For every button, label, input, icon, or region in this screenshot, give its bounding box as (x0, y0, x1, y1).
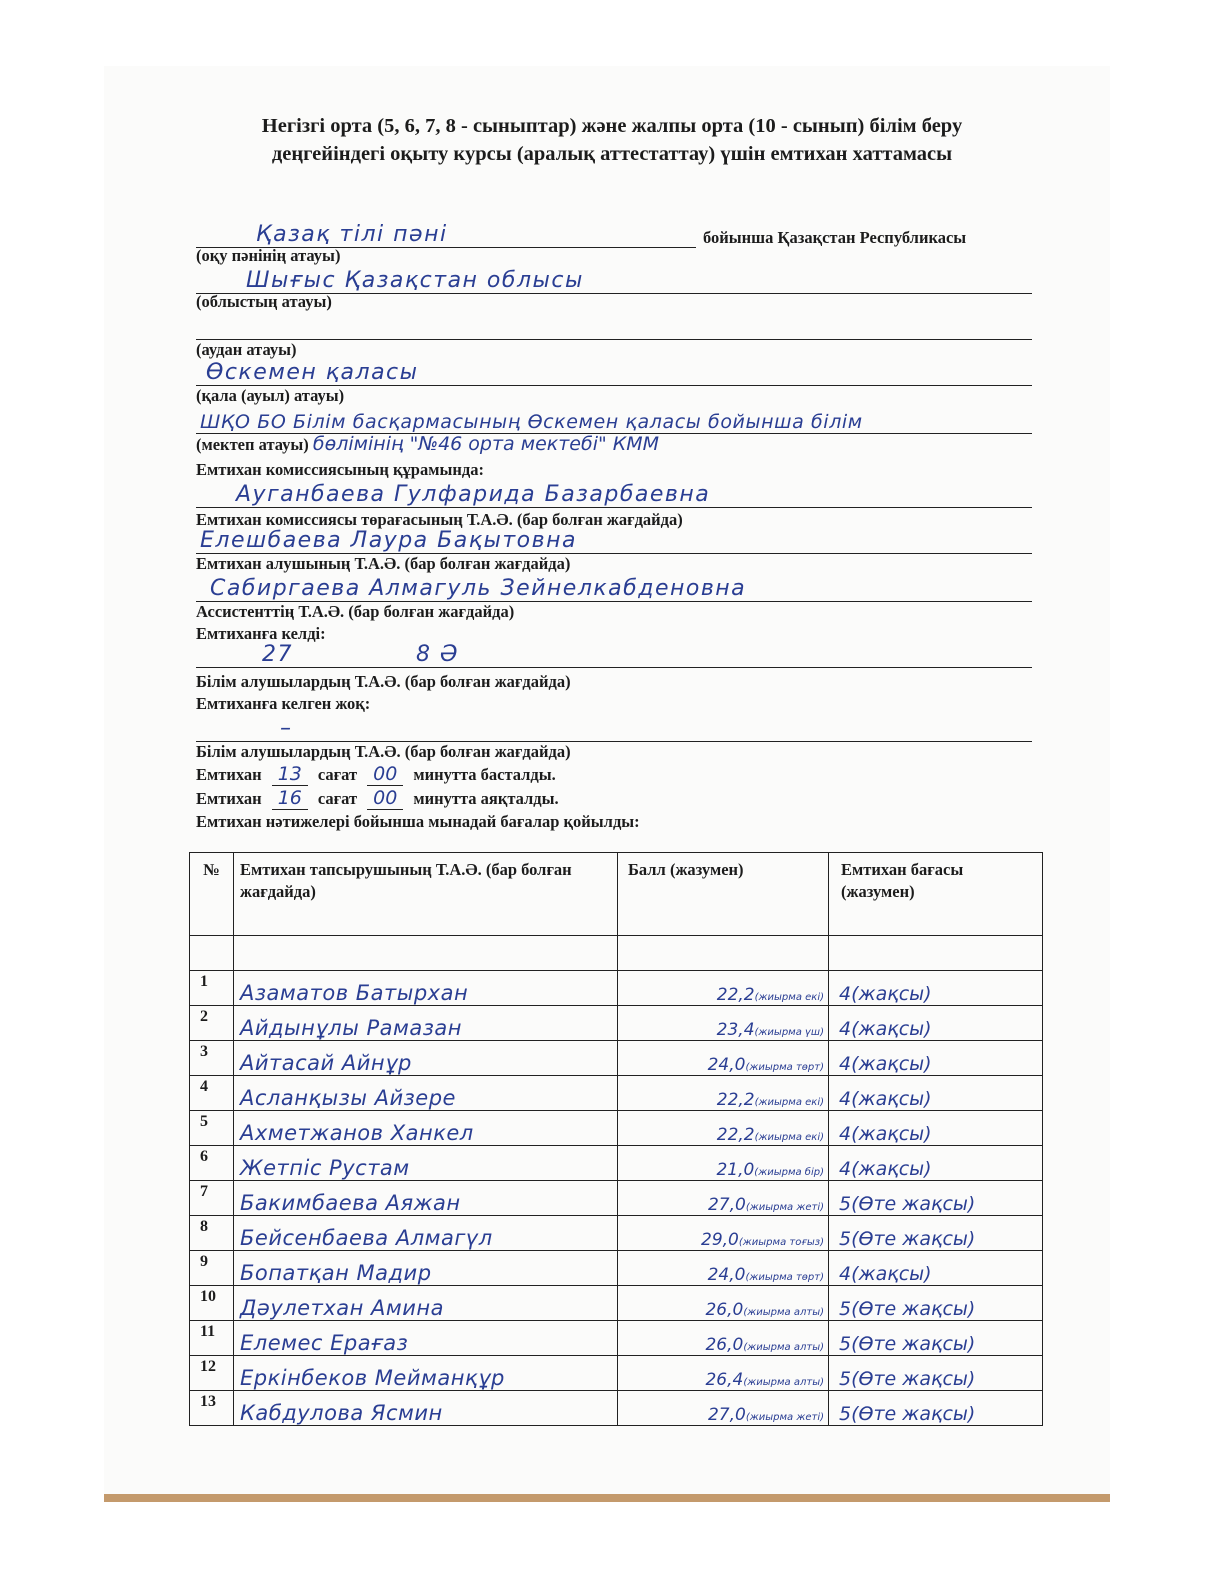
score-in-words: (жиырма екі) (754, 992, 824, 1003)
absent-names-label: Білім алушылардың Т.А.Ә. (бар болған жағдайда) (196, 742, 571, 761)
assistant-field (196, 572, 1032, 602)
district-field (196, 310, 1032, 340)
row-number: 13 (190, 1391, 234, 1426)
grade-value: 5(Өте жақсы) (839, 1228, 976, 1250)
grade-value: 4(жақсы) (839, 1158, 932, 1180)
row-name-cell (234, 1391, 618, 1426)
table-row (190, 1216, 1043, 1251)
city-label: (қала (ауыл) атауы) (196, 386, 345, 405)
school-field (196, 404, 1032, 434)
score-value (716, 1160, 824, 1180)
commission-label: Емтихан комиссиясының құрамында: (196, 460, 484, 479)
end-hour: 16 (277, 787, 302, 809)
row-score-cell (618, 1076, 829, 1111)
header-number: № (190, 853, 234, 936)
score-value (708, 1055, 824, 1075)
header-score: Балл (жазумен) (618, 853, 829, 936)
subject-suffix: бойынша Қазақстан Республикасы (703, 228, 967, 247)
score-in-words: (жиырма жеті) (745, 1412, 824, 1423)
document-title (150, 112, 1074, 168)
subject-field (196, 218, 696, 248)
start-suffix: минутта басталды. (413, 765, 556, 784)
score-number: 27,0 (707, 1195, 746, 1215)
row-number: 9 (190, 1251, 234, 1286)
row-grade-cell (829, 971, 1043, 1006)
row-score-cell (618, 1006, 829, 1041)
row-name-cell (234, 1041, 618, 1076)
student-name: Айтасай Айнұр (240, 1051, 412, 1075)
score-in-words: (жиырма алты) (743, 1307, 824, 1318)
region-field (196, 264, 1032, 294)
student-name: Бакимбаева Аяжан (240, 1191, 461, 1215)
student-name: Айдынұлы Рамазан (240, 1016, 462, 1040)
student-name: Кабдулова Ясмин (240, 1401, 443, 1425)
subject-label: (оқу пәнінің атауы) (196, 246, 341, 265)
row-number: 11 (190, 1321, 234, 1356)
score-value (705, 1335, 824, 1355)
student-name: Елемес Ерағаз (240, 1331, 409, 1355)
results-table (189, 852, 1043, 1426)
row-grade-cell (829, 1076, 1043, 1111)
score-in-words: (жиырма төрт) (745, 1272, 824, 1283)
score-in-words: (жиырма тоғыз) (738, 1237, 824, 1248)
school-value-line1: ШҚО БО Білім басқармасының Өскемен қаласы бойынша білім (200, 411, 863, 433)
score-in-words: (жиырма алты) (743, 1342, 824, 1353)
school-label: (мектеп атауы) (196, 435, 309, 454)
table-spacer-row (190, 936, 1043, 971)
score-in-words: (жиырма жеті) (745, 1202, 824, 1213)
student-name: Жетпіс Рустам (240, 1156, 410, 1180)
absent-field (196, 712, 1032, 742)
region-label: (облыстың атауы) (196, 292, 332, 311)
row-grade-cell (829, 1216, 1043, 1251)
row-name-cell (234, 1356, 618, 1391)
student-name: Дәулетхан Амина (240, 1296, 444, 1320)
row-score-cell (618, 1181, 829, 1216)
came-field (196, 638, 1032, 668)
row-grade-cell (829, 1356, 1043, 1391)
row-name-cell (234, 1216, 618, 1251)
table-row (190, 1006, 1043, 1041)
row-score-cell (618, 1041, 829, 1076)
score-number: 22,2 (716, 1090, 755, 1110)
header-grade: Емтихан бағасы (жазумен) (829, 853, 1043, 936)
row-number: 4 (190, 1076, 234, 1111)
row-score-cell (618, 1321, 829, 1356)
row-number: 8 (190, 1216, 234, 1251)
table-row (190, 1251, 1043, 1286)
score-number: 22,2 (716, 1125, 755, 1145)
row-grade-cell (829, 1146, 1043, 1181)
row-number: 5 (190, 1111, 234, 1146)
row-number: 6 (190, 1146, 234, 1181)
score-number: 26,0 (705, 1300, 744, 1320)
table-header-row (190, 853, 1043, 936)
title-line-1: Негізгі орта (5, 6, 7, 8 - сыныптар) және жалпы орта (10 - сынып) білім беру (261, 115, 963, 137)
student-name: Бопатқан Мадир (240, 1261, 432, 1285)
row-score-cell (618, 1111, 829, 1146)
table-row (190, 971, 1043, 1006)
row-name-cell (234, 1286, 618, 1321)
score-in-words: (жиырма екі) (754, 1097, 824, 1108)
table-row (190, 1076, 1043, 1111)
assistant-value: Сабиргаева Алмагуль Зейнелкабденовна (210, 576, 747, 601)
row-number: 1 (190, 971, 234, 1006)
row-score-cell (618, 1286, 829, 1321)
start-prefix: Емтихан (196, 765, 262, 784)
score-number: 26,4 (705, 1370, 744, 1390)
score-value (708, 1405, 824, 1425)
row-score-cell (618, 1216, 829, 1251)
results-intro: Емтихан нәтижелері бойынша мынадай бағалар қойылды: (196, 812, 640, 831)
row-name-cell (234, 971, 618, 1006)
row-grade-cell (829, 1181, 1043, 1216)
region-value: Шығыс Қазақстан облысы (246, 268, 584, 293)
student-name: Азаматов Батырхан (240, 981, 469, 1005)
score-number: 26,0 (705, 1335, 744, 1355)
row-name-cell (234, 1111, 618, 1146)
district-label: (аудан атауы) (196, 340, 297, 359)
student-name: Асланқызы Айзере (240, 1086, 456, 1110)
score-value (705, 1300, 824, 1320)
came-label: Емтиханға келді: (196, 624, 326, 643)
examiner-field (196, 524, 1032, 554)
subject-value: Қазақ тілі пәні (256, 222, 448, 247)
row-name-cell (234, 1076, 618, 1111)
score-in-words: (жиырма үш) (754, 1027, 824, 1038)
row-score-cell (618, 1146, 829, 1181)
school-value-line2: бөлімінің "№46 орта мектебі" КММ (312, 433, 660, 455)
examiner-label: Емтихан алушының Т.А.Ә. (бар болған жағдайда) (196, 554, 571, 573)
absent-label: Емтиханға келген жоқ: (196, 694, 371, 713)
row-number: 2 (190, 1006, 234, 1041)
score-number: 29,0 (701, 1230, 739, 1250)
table-row (190, 1146, 1043, 1181)
table-row (190, 1111, 1043, 1146)
score-value (708, 1265, 824, 1285)
score-in-words: (жиырма екі) (754, 1132, 824, 1143)
came-count: 27 (262, 642, 293, 667)
school-label-row (196, 434, 659, 455)
row-name-cell (234, 1146, 618, 1181)
score-number: 24,0 (707, 1055, 746, 1075)
row-grade-cell (829, 1286, 1043, 1321)
score-value (717, 1020, 824, 1040)
table-row (190, 1356, 1043, 1391)
row-name-cell (234, 1006, 618, 1041)
city-field (196, 356, 1032, 386)
student-name: Бейсенбаева Алмагүл (240, 1226, 493, 1250)
score-number: 27,0 (707, 1405, 746, 1425)
end-minute: 00 (373, 787, 398, 809)
chair-value: Ауганбаева Гулфарида Базарбаевна (236, 482, 711, 507)
grade-value: 4(жақсы) (839, 1263, 932, 1285)
came-names-label: Білім алушылардың Т.А.Ә. (бар болған жағдайда) (196, 672, 571, 691)
row-grade-cell (829, 1111, 1043, 1146)
row-number: 12 (190, 1356, 234, 1391)
row-number: 10 (190, 1286, 234, 1321)
score-value (717, 1125, 824, 1145)
chair-label: Емтихан комиссиясы төрағасының Т.А.Ә. (бар болған жағдайда) (196, 510, 683, 529)
title-line-2: деңгейіндегі оқыту курсы (аралық аттестаттау) үшін емтихан хаттамасы (271, 143, 953, 165)
table-row (190, 1391, 1043, 1426)
score-number: 23,4 (716, 1020, 755, 1040)
grade-value: 5(Өте жақсы) (839, 1298, 976, 1320)
row-grade-cell (829, 1251, 1043, 1286)
student-name: Еркінбеков Мейманқұр (240, 1366, 505, 1390)
grade-value: 5(Өте жақсы) (839, 1333, 976, 1355)
score-value (717, 985, 824, 1005)
row-number: 7 (190, 1181, 234, 1216)
grade-value: 5(Өте жақсы) (839, 1368, 976, 1390)
table-row (190, 1041, 1043, 1076)
row-score-cell (618, 971, 829, 1006)
score-number: 22,2 (716, 985, 755, 1005)
student-name: Ахметжанов Ханкел (240, 1121, 474, 1145)
score-number: 21,0 (716, 1160, 755, 1180)
row-name-cell (234, 1251, 618, 1286)
row-score-cell (618, 1391, 829, 1426)
end-prefix: Емтихан (196, 789, 262, 808)
grade-value: 5(Өте жақсы) (839, 1403, 976, 1425)
desk-edge (104, 1494, 1110, 1502)
start-hour-word: сағат (317, 765, 358, 784)
score-in-words: (жиырма бір) (754, 1167, 824, 1178)
grade-value: 4(жақсы) (839, 1123, 932, 1145)
came-class: 8 Ә (416, 642, 459, 667)
end-hour-word: сағат (317, 789, 358, 808)
score-in-words: (жиырма алты) (743, 1377, 824, 1388)
city-value: Өскемен қаласы (206, 360, 419, 385)
end-time-row (196, 788, 559, 810)
score-value (708, 1195, 824, 1215)
row-grade-cell (829, 1006, 1043, 1041)
row-score-cell (618, 1356, 829, 1391)
assistant-label: Ассистенттің Т.А.Ә. (бар болған жағдайда) (196, 602, 515, 621)
score-number: 24,0 (707, 1265, 746, 1285)
end-suffix: минутта аяқталды. (413, 789, 559, 808)
row-number: 3 (190, 1041, 234, 1076)
chair-field (196, 478, 1032, 508)
examiner-value: Елешбаева Лаура Бақытовна (200, 528, 577, 553)
row-grade-cell (829, 1041, 1043, 1076)
table-row (190, 1321, 1043, 1356)
row-name-cell (234, 1181, 618, 1216)
start-minute: 00 (373, 763, 398, 785)
row-name-cell (234, 1321, 618, 1356)
header-name: Емтихан тапсырушының Т.А.Ә. (бар болған жағдайда) (234, 853, 618, 936)
table-row (190, 1286, 1043, 1321)
score-in-words: (жиырма төрт) (745, 1062, 824, 1073)
absent-value: – (280, 716, 293, 741)
grade-value: 4(жақсы) (839, 1053, 932, 1075)
score-value (717, 1090, 824, 1110)
row-grade-cell (829, 1321, 1043, 1356)
row-score-cell (618, 1251, 829, 1286)
table-row (190, 1181, 1043, 1216)
grade-value: 5(Өте жақсы) (839, 1193, 976, 1215)
grade-value: 4(жақсы) (839, 1088, 932, 1110)
row-grade-cell (829, 1391, 1043, 1426)
score-value (705, 1370, 824, 1390)
score-value (701, 1230, 824, 1250)
start-hour: 13 (277, 763, 302, 785)
grade-value: 4(жақсы) (839, 1018, 932, 1040)
start-time-row (196, 764, 556, 786)
grade-value: 4(жақсы) (839, 983, 932, 1005)
